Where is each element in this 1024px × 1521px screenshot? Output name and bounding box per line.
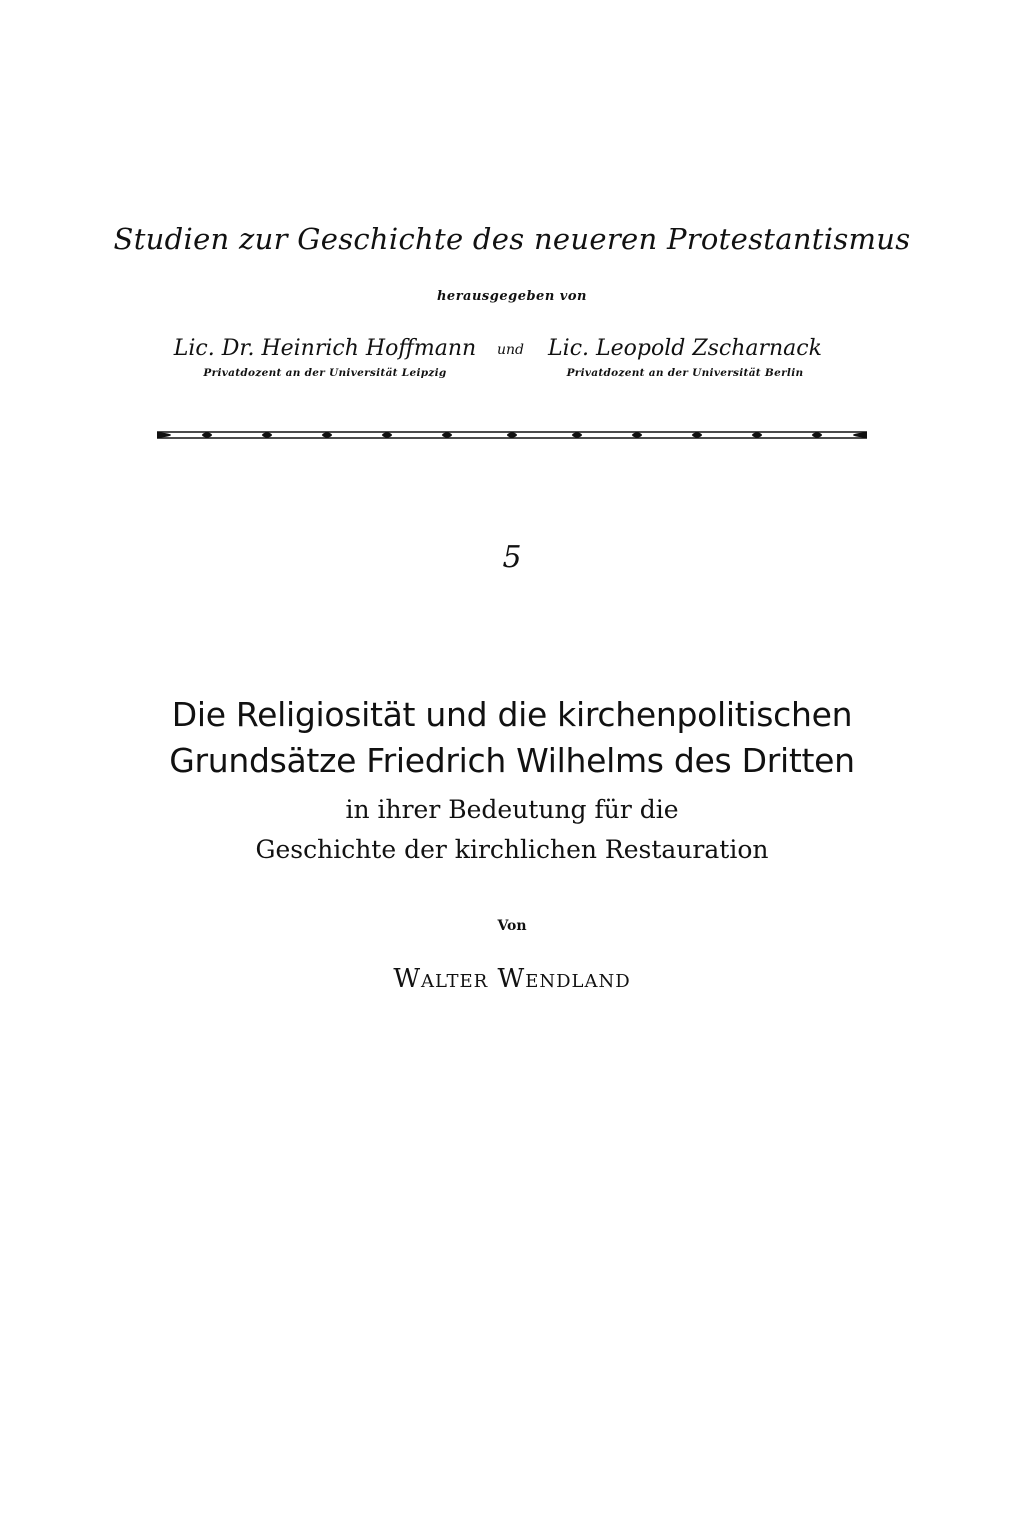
- editor-2-affiliation: Privatdozent an der Universität Berlin: [566, 367, 804, 379]
- author-name: Walter Wendland: [393, 964, 631, 994]
- editors-conjunction: und: [497, 342, 524, 358]
- decorative-rule: [155, 428, 869, 442]
- book-title-line-2: Grundsätze Friedrich Wilhelms des Dritten: [169, 741, 855, 780]
- book-subtitle-line-2: Geschichte der kirchlichen Restauration: [255, 835, 769, 864]
- book-title-line-1: Die Religiosität und die kirchenpolitischen: [171, 695, 853, 734]
- book-subtitle: [0, 790, 1024, 870]
- editor-1-affiliation: Privatdozent an der Universität Leipzig: [203, 367, 447, 379]
- editors-row: [0, 336, 1024, 396]
- editor-1: [160, 336, 490, 379]
- volume-number: 5: [502, 540, 522, 575]
- book-title: [0, 692, 1024, 784]
- by-label: Von: [497, 918, 527, 934]
- book-subtitle-line-1: in ihrer Bedeutung für die: [345, 795, 679, 824]
- editor-1-name: Lic. Dr. Heinrich Hoffmann: [173, 336, 477, 361]
- editor-2-name: Lic. Leopold Zscharnack: [548, 336, 822, 361]
- edited-by-label: herausgegeben von: [436, 289, 587, 304]
- series-title: Studien zur Geschichte des neueren Protestantismus: [113, 222, 911, 256]
- editor-2: [540, 336, 830, 379]
